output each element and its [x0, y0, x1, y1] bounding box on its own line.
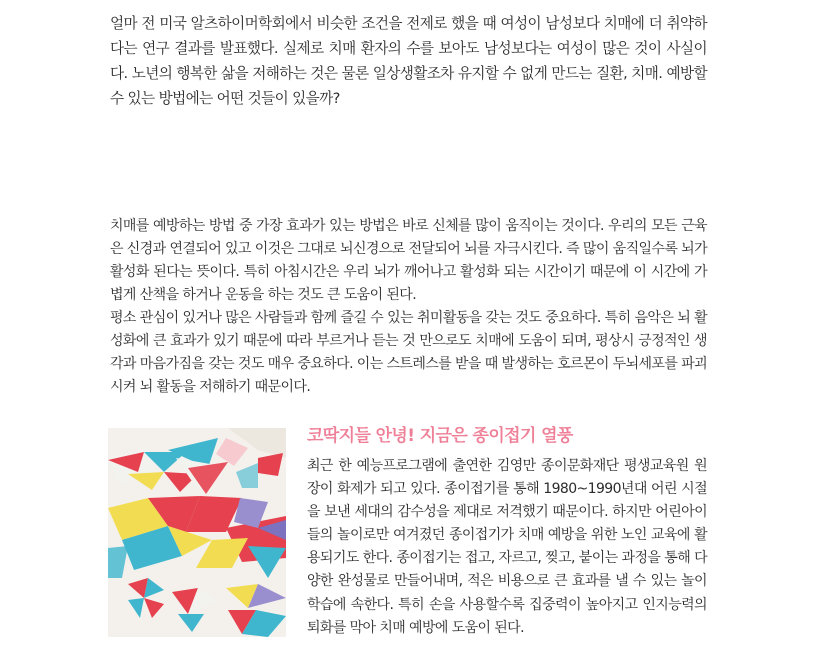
origami-illustration: [108, 428, 286, 637]
section-paragraph: 최근 한 예능프로그램에 출연한 김영만 종이문화재단 평생교육원 원장이 화제가 되고 있다. 종이접기를 통해 1980~1990년대 어린 시절을 보낸 세대의 감수성을 제대로 저격했기 때문이다. 하지만 어린아이들의 놀이로만 여겨졌던 종이접기가 치매 예방을 위한 노인 교육에 활용되기도 한다. 종이접기는 접고, 자르고, 찢고, 붙이는 과정을 통해 다양한 완성물로 만들어내며, 적은 비용으로 큰 효과를 낼 수 있는 놀이학습에 속한다. 특히 손을 사용할수록 집중력이 높아지고 인지능력의 퇴화를 막아 치매 예방에 도움이 된다.: [307, 458, 707, 636]
section-heading: 코딱지들 안녕! 지금은 종이접기 열풍: [307, 426, 573, 446]
intro-paragraph: 얼마 전 미국 알츠하이머학회에서 비슷한 조건을 전제로 했을 때 여성이 남성보다 치매에 더 취약하다는 연구 결과를 발표했다. 실제로 치매 환자의 수를 보아도 남성보다는 여성이 많은 것이 사실이다. 노년의 행복한 삶을 저해하는 것은 물론 일상생활조차 유지할 수 없게 만드는 질환, 치매. 예방할 수 있는 방법에는 어떤 것들이 있을까?: [110, 15, 707, 107]
origami-photo: [108, 428, 286, 637]
body-paragraph-hobby: 평소 관심이 있거나 많은 사람들과 함께 즐길 수 있는 취미활동을 갖는 것도 중요하다. 특히 음악은 뇌 활성화에 큰 효과가 있기 때문에 따라 부르거나 듣는 것 만으로도 치매에 도움이 되며, 평상시 긍정적인 생각과 마음가짐을 갖는 것도 매우 중요하다. 이는 스트레스를 받을 때 발생하는 호르몬이 두뇌세포를 파괴 시켜 뇌 활동을 저해하기 때문이다.: [110, 310, 707, 396]
body-paragraph-exercise: 치매를 예방하는 방법 중 가장 효과가 있는 방법은 바로 신체를 많이 움직이는 것이다. 우리의 모든 근육은 신경과 연결되어 있고 이것은 그대로 뇌신경으로 전달되어 뇌를 자극시킨다. 즉 많이 움직일수록 뇌가 활성화 된다는 뜻이다. 특히 아침시간은 우리 뇌가 깨어나고 활성화 되는 시간이기 때문에 이 시간에 가볍게 산책을 하거나 운동을 하는 것도 큰 도움이 된다.: [110, 218, 707, 304]
